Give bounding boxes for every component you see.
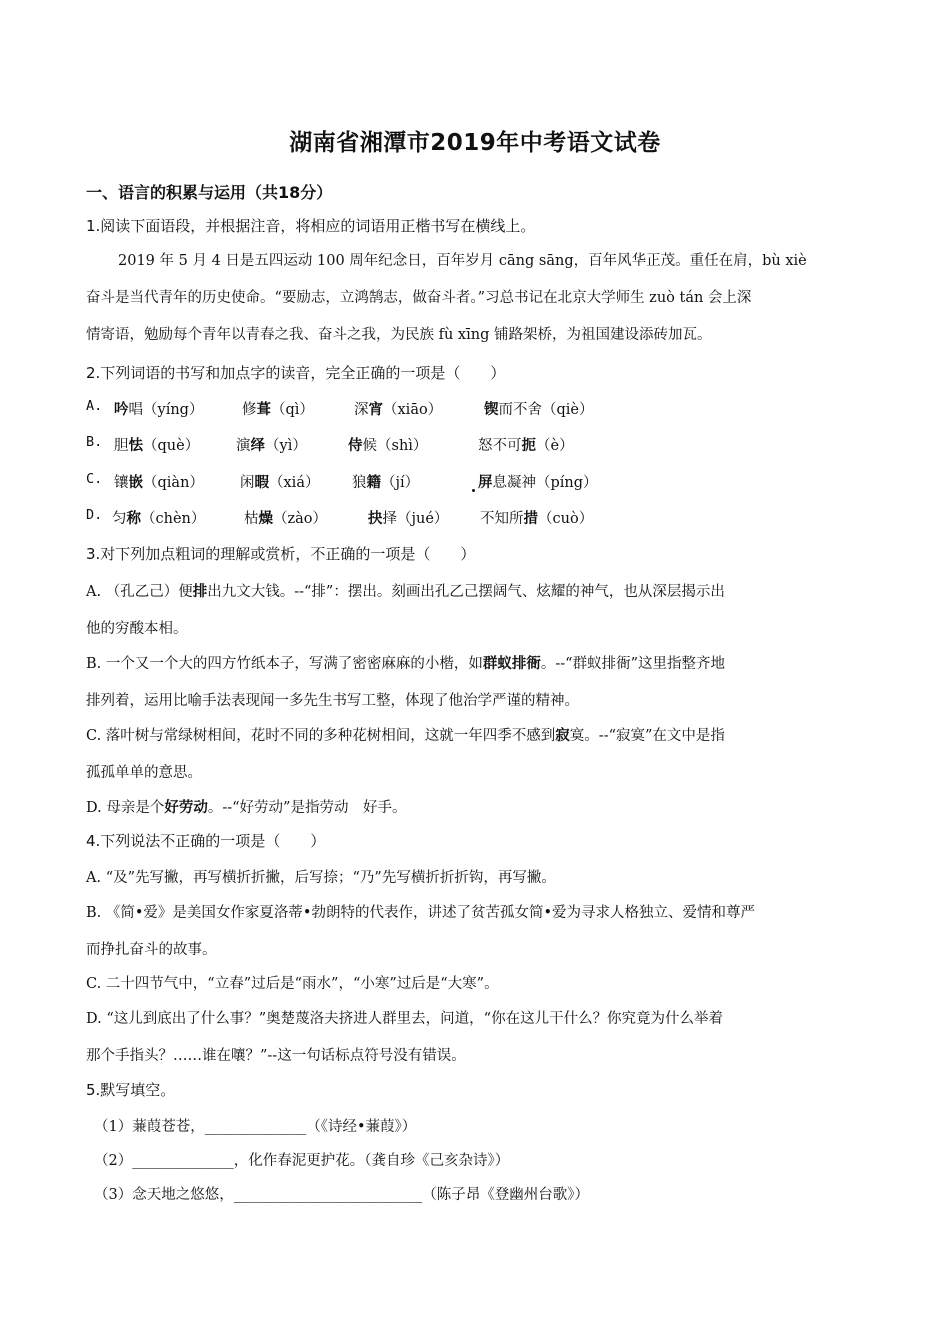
option-c[interactable] <box>86 471 598 495</box>
question-5-stem: 5.默写填空。 <box>86 1081 176 1099</box>
option-label: B. <box>86 434 103 450</box>
option-b-continued: 而挣扎奋斗的故事。 <box>86 942 217 958</box>
option-word: 吟唱（yíng） <box>114 401 204 418</box>
option-word: 演绎（yì） <box>236 437 307 454</box>
fill-blank-item[interactable]: （3）念天地之悠悠，__________________________（陈子昂《登幽州台歌》） <box>94 1187 589 1203</box>
option-b[interactable]: B. 一个又一个大的四方竹纸本子，写满了密密麻麻的小楷，如群蚁排衙。--“群蚁排衙”这里指整齐地 <box>86 655 725 672</box>
option-word: 胆怯（què） <box>114 437 200 454</box>
fill-blank-item[interactable]: （1）蒹葭苍苍，______________（《诗经•蒹葭》） <box>94 1119 417 1135</box>
section-heading: 一、语言的积累与运用（共18分） <box>86 183 333 202</box>
question-4-stem: 4.下列说法不正确的一项是（ ） <box>86 832 326 850</box>
option-word: 闲暇（xiá） <box>240 474 320 491</box>
option-a[interactable]: A. “及”先写撇，再写横折折撇，后写捺；“乃”先写横折折折钩，再写撇。 <box>86 870 556 886</box>
option-b[interactable]: B. 《简•爱》是美国女作家夏洛蒂•勃朗特的代表作，讲述了贫苦孤女简•爱为寻求人格独立、爱情和尊严 <box>86 905 756 921</box>
option-label: A. <box>86 398 103 414</box>
passage-line: 奋斗是当代青年的历史使命。“要励志，立鸿鹄志，做奋斗者。”习总书记在北京大学师生 zuò tán 会上深 <box>86 290 752 306</box>
option-word: 侍候（shì） <box>348 437 428 454</box>
question-1-stem: 1.阅读下面语段，并根据注音，将相应的词语用正楷书写在横线上。 <box>86 217 536 235</box>
page-title: 湖南省湘潭市2019年中考语文试卷 <box>289 130 661 156</box>
option-c-continued: 孤孤单单的意思。 <box>86 765 202 781</box>
option-word: 狼籍（jí） <box>352 474 420 491</box>
option-b[interactable] <box>86 434 574 458</box>
option-word: 屏息凝神（píng） <box>478 474 598 491</box>
option-b-continued: 排列着，运用比喻手法表现闻一多先生书写工整，体现了他治学严谨的精神。 <box>86 693 579 709</box>
option-a-continued: 他的穷酸本相。 <box>86 621 188 637</box>
option-word: 锲而不舍（qiè） <box>484 401 594 418</box>
option-c[interactable]: C. 落叶树与常绿树相间，花时不同的多种花树相间，这就一年四季不感到寂寞。--“寂寞”在文中是指 <box>86 727 725 744</box>
option-word: 匀称（chèn） <box>112 510 206 527</box>
passage-line: 情寄语，勉励每个青年以青春之我、奋斗之我，为民族 fù xīng 铺路架桥，为祖国建设添砖加瓦。 <box>86 327 712 343</box>
option-word: 怒不可扼（è） <box>478 437 574 454</box>
option-word: 深宵（xiāo） <box>354 401 443 418</box>
option-a[interactable] <box>86 398 594 422</box>
question-3-stem: 3.对下列加点粗词的理解或赏析，不正确的一项是（ ） <box>86 545 476 563</box>
option-a[interactable]: A. （孔乙己）便排出九文大钱。--“排”：摆出。刻画出孔乙己摆阔气、炫耀的神气，也从深层揭示出 <box>86 583 725 600</box>
option-word: 抉择（jué） <box>368 510 449 527</box>
question-1-passage <box>86 243 866 354</box>
option-d[interactable]: D. 母亲是个好劳动。--“好劳动”是指劳动 好手。 <box>86 799 407 816</box>
emphasis-dot <box>472 489 475 492</box>
option-d-continued: 那个手指头？……谁在嚷？”--这一句话标点符号没有错误。 <box>86 1048 466 1064</box>
fill-blank-item[interactable]: （2）______________，化作春泥更护花。（龚自珍《己亥杂诗》） <box>94 1153 510 1169</box>
option-word: 镶嵌（qiàn） <box>114 474 204 491</box>
option-word: 修葺（qì） <box>242 401 314 418</box>
passage-line: 2019 年 5 月 4 日是五四运动 100 周年纪念日，百年岁月 cāng sāng，百年风华正茂。重任在肩，bù xiè <box>118 253 807 269</box>
option-c[interactable]: C. 二十四节气中，“立春”过后是“雨水”，“小寒”过后是“大寒”。 <box>86 976 499 992</box>
option-d[interactable]: D. “这儿到底出了什么事？”奥楚蔑洛夫挤进人群里去，问道，“你在这儿干什么？你究竟为什么举着 <box>86 1011 724 1027</box>
option-label: C. <box>86 471 103 487</box>
question-2-stem: 2.下列词语的书写和加点字的读音，完全正确的一项是（ ） <box>86 364 506 382</box>
option-d[interactable] <box>86 507 594 531</box>
option-label: D. <box>86 507 103 523</box>
option-word: 不知所措（cuò） <box>480 510 594 527</box>
option-word: 枯燥（zào） <box>244 510 328 527</box>
